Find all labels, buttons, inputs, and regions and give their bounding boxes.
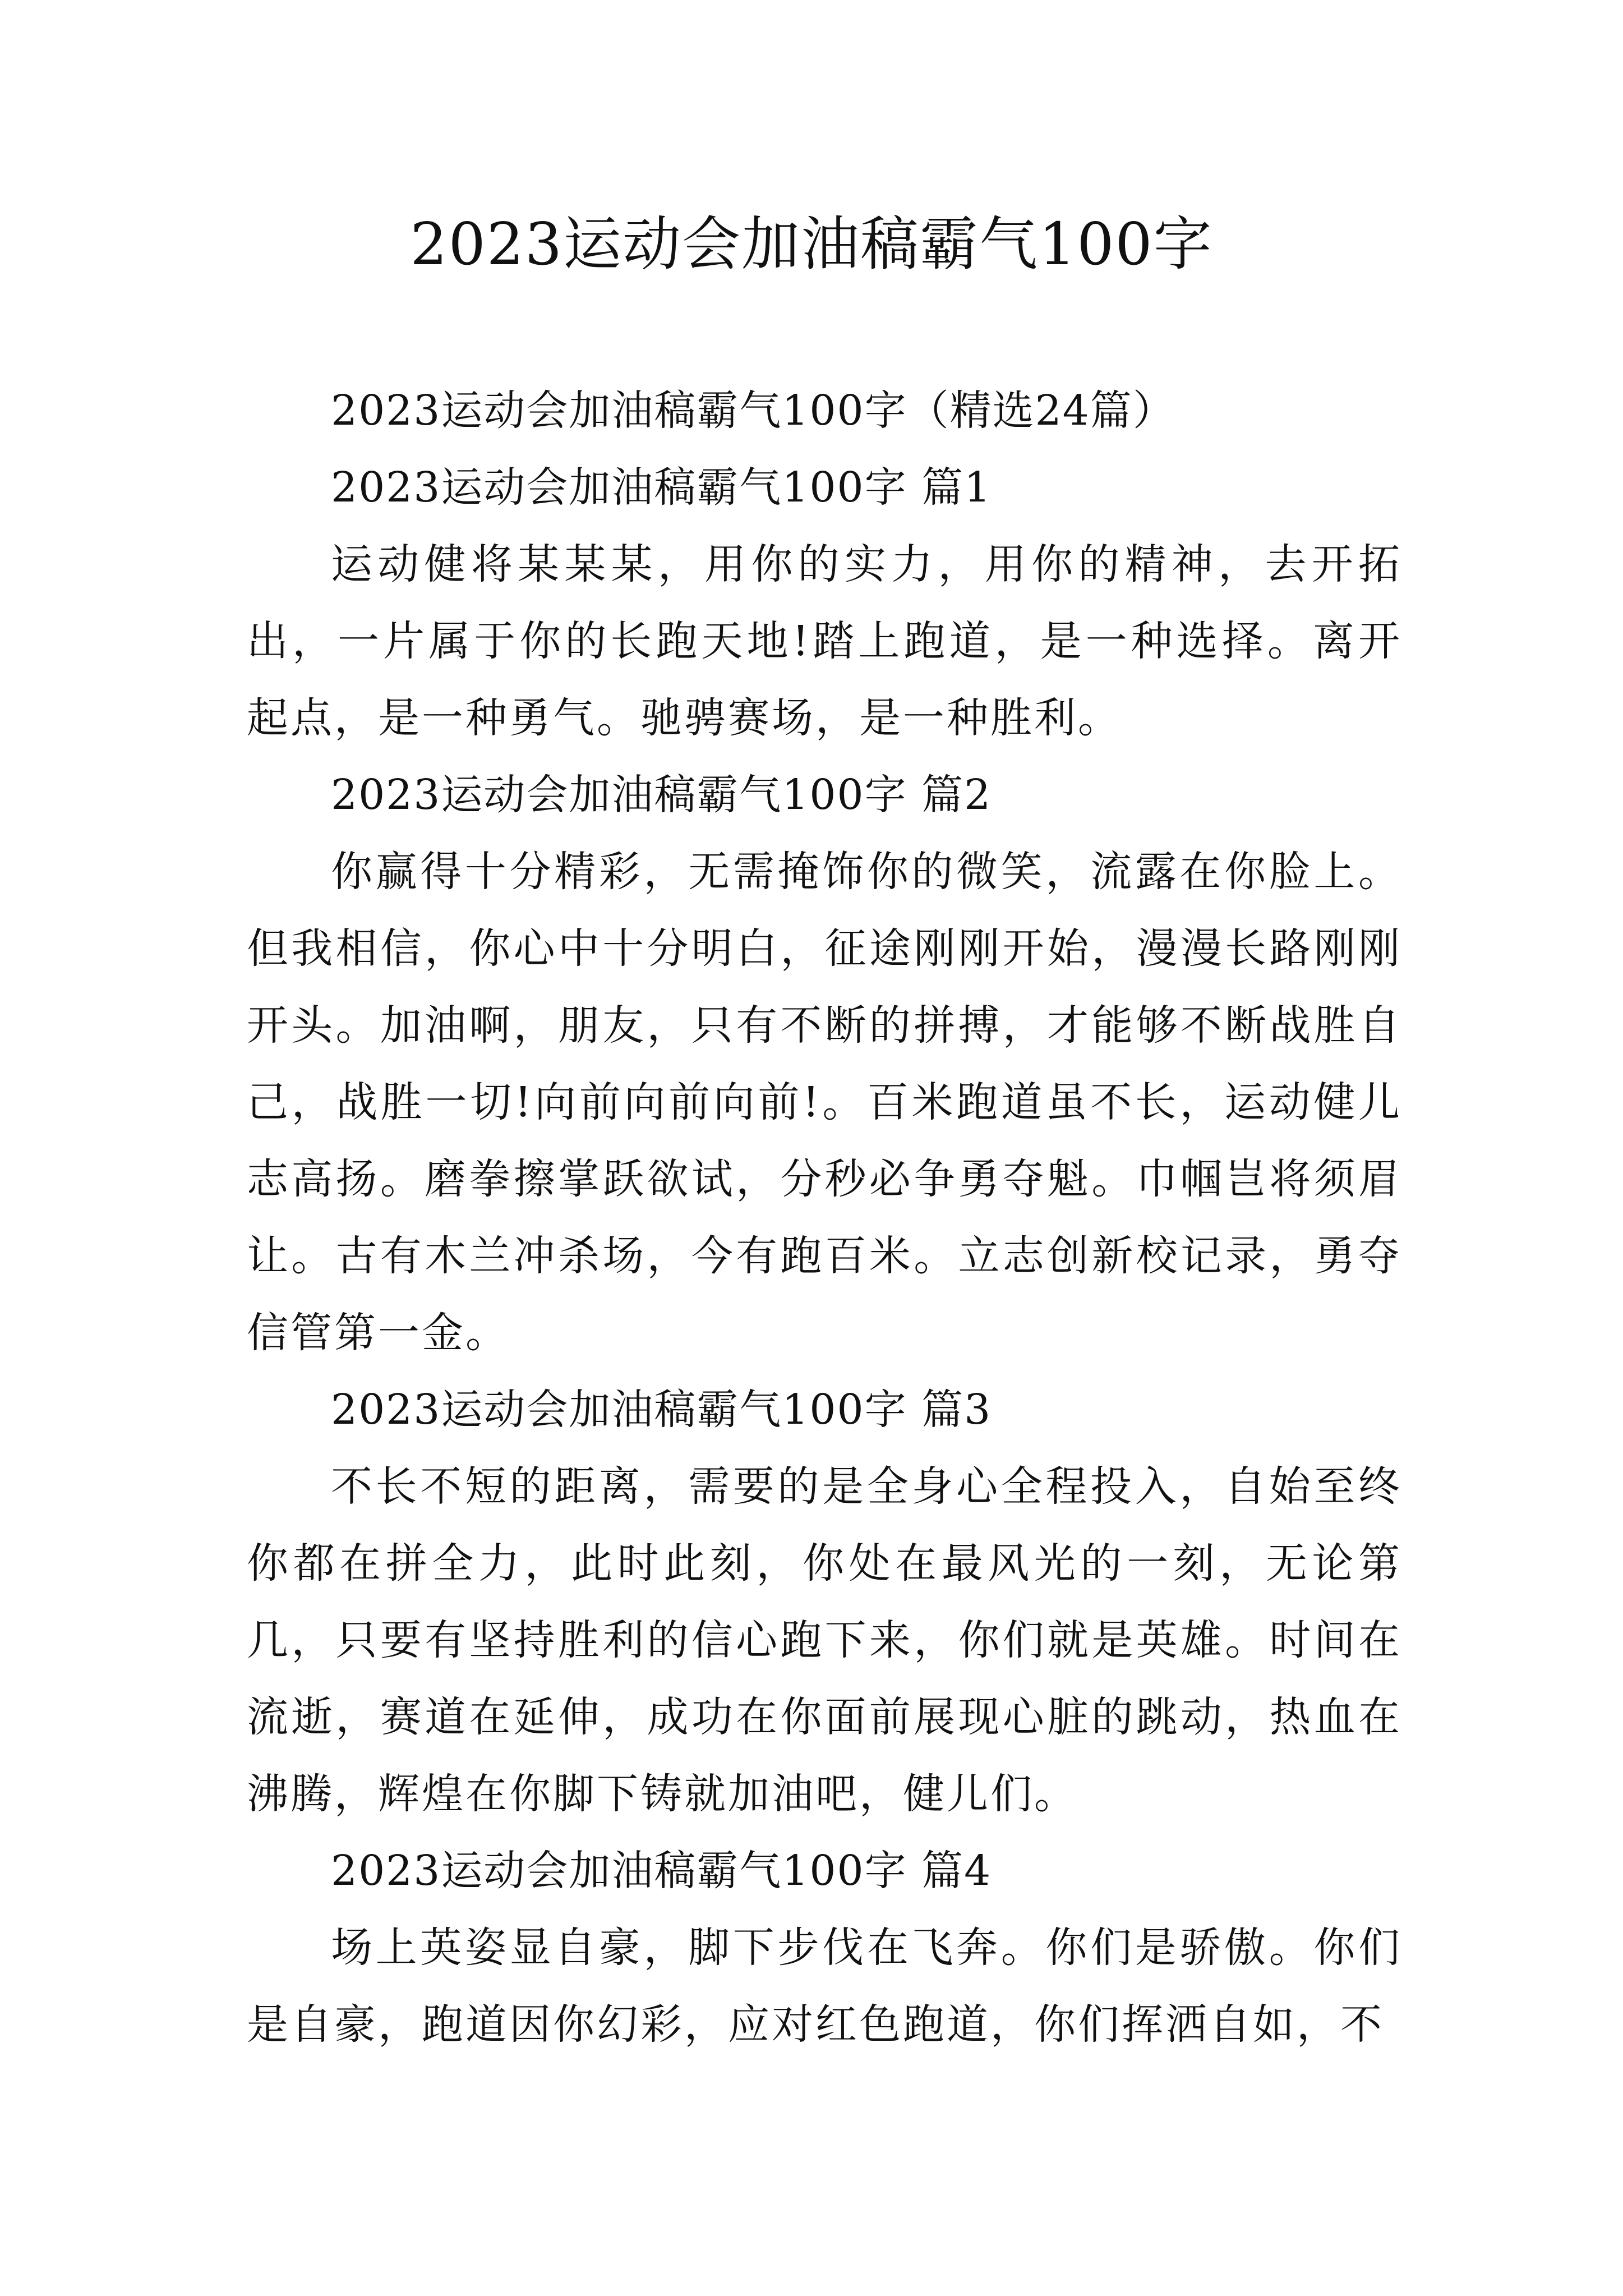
section-text-2: 你赢得十分精彩，无需掩饰你的微笑，流露在你脸上。但我相信，你心中十分明白，征途刚刚开始，漫漫长路刚刚开头。加油啊，朋友，只有不断的拼搏，才能够不断战胜自己，战胜一切!向前向前向前!。百米跑道虽不长，运动健儿志高扬。磨拳擦掌跃欲试，分秒必争勇夺魁。巾帼岂将须眉让。古有木兰冲杀场，今有跑百米。立志创新校记录，勇夺信管第一金。 (247, 848, 1402, 1357)
document-subtitle: 2023运动会加油稿霸气100字（精选24篇） (331, 386, 1175, 435)
document-title: 2023运动会加油稿霸气100字 (410, 210, 1213, 278)
section-text-3: 不长不短的距离，需要的是全身心全程投入，自始至终你都在拼全力，此时此刻，你处在最风光的一刻，无论第几，只要有坚持胜利的信心跑下来，你们就是英雄。时间在流逝，赛道在延伸，成功在你面前展现心脏的跳动，热血在沸腾，辉煌在你脚下铸就加油吧，健儿们。 (247, 1462, 1402, 1818)
section-text-4: 场上英姿显自豪，脚下步伐在飞奔。你们是骄傲。你们是自豪，跑道因你幻彩，应对红色跑道，你们挥洒自如，不 (247, 1924, 1402, 2049)
section-text-1: 运动健将某某某，用你的实力，用你的精神，去开拓出，一片属于你的长跑天地!踏上跑道，是一种选择。离开起点，是一种勇气。驰骋赛场，是一种胜利。 (247, 540, 1402, 742)
section-heading-4: 2023运动会加油稿霸气100字 篇4 (331, 1847, 992, 1895)
section-heading-2: 2023运动会加油稿霸气100字 篇2 (331, 771, 992, 819)
section-heading-1: 2023运动会加油稿霸气100字 篇1 (331, 463, 992, 512)
document-body (247, 372, 1402, 2063)
section-heading-3: 2023运动会加油稿霸气100字 篇3 (331, 1386, 992, 1434)
